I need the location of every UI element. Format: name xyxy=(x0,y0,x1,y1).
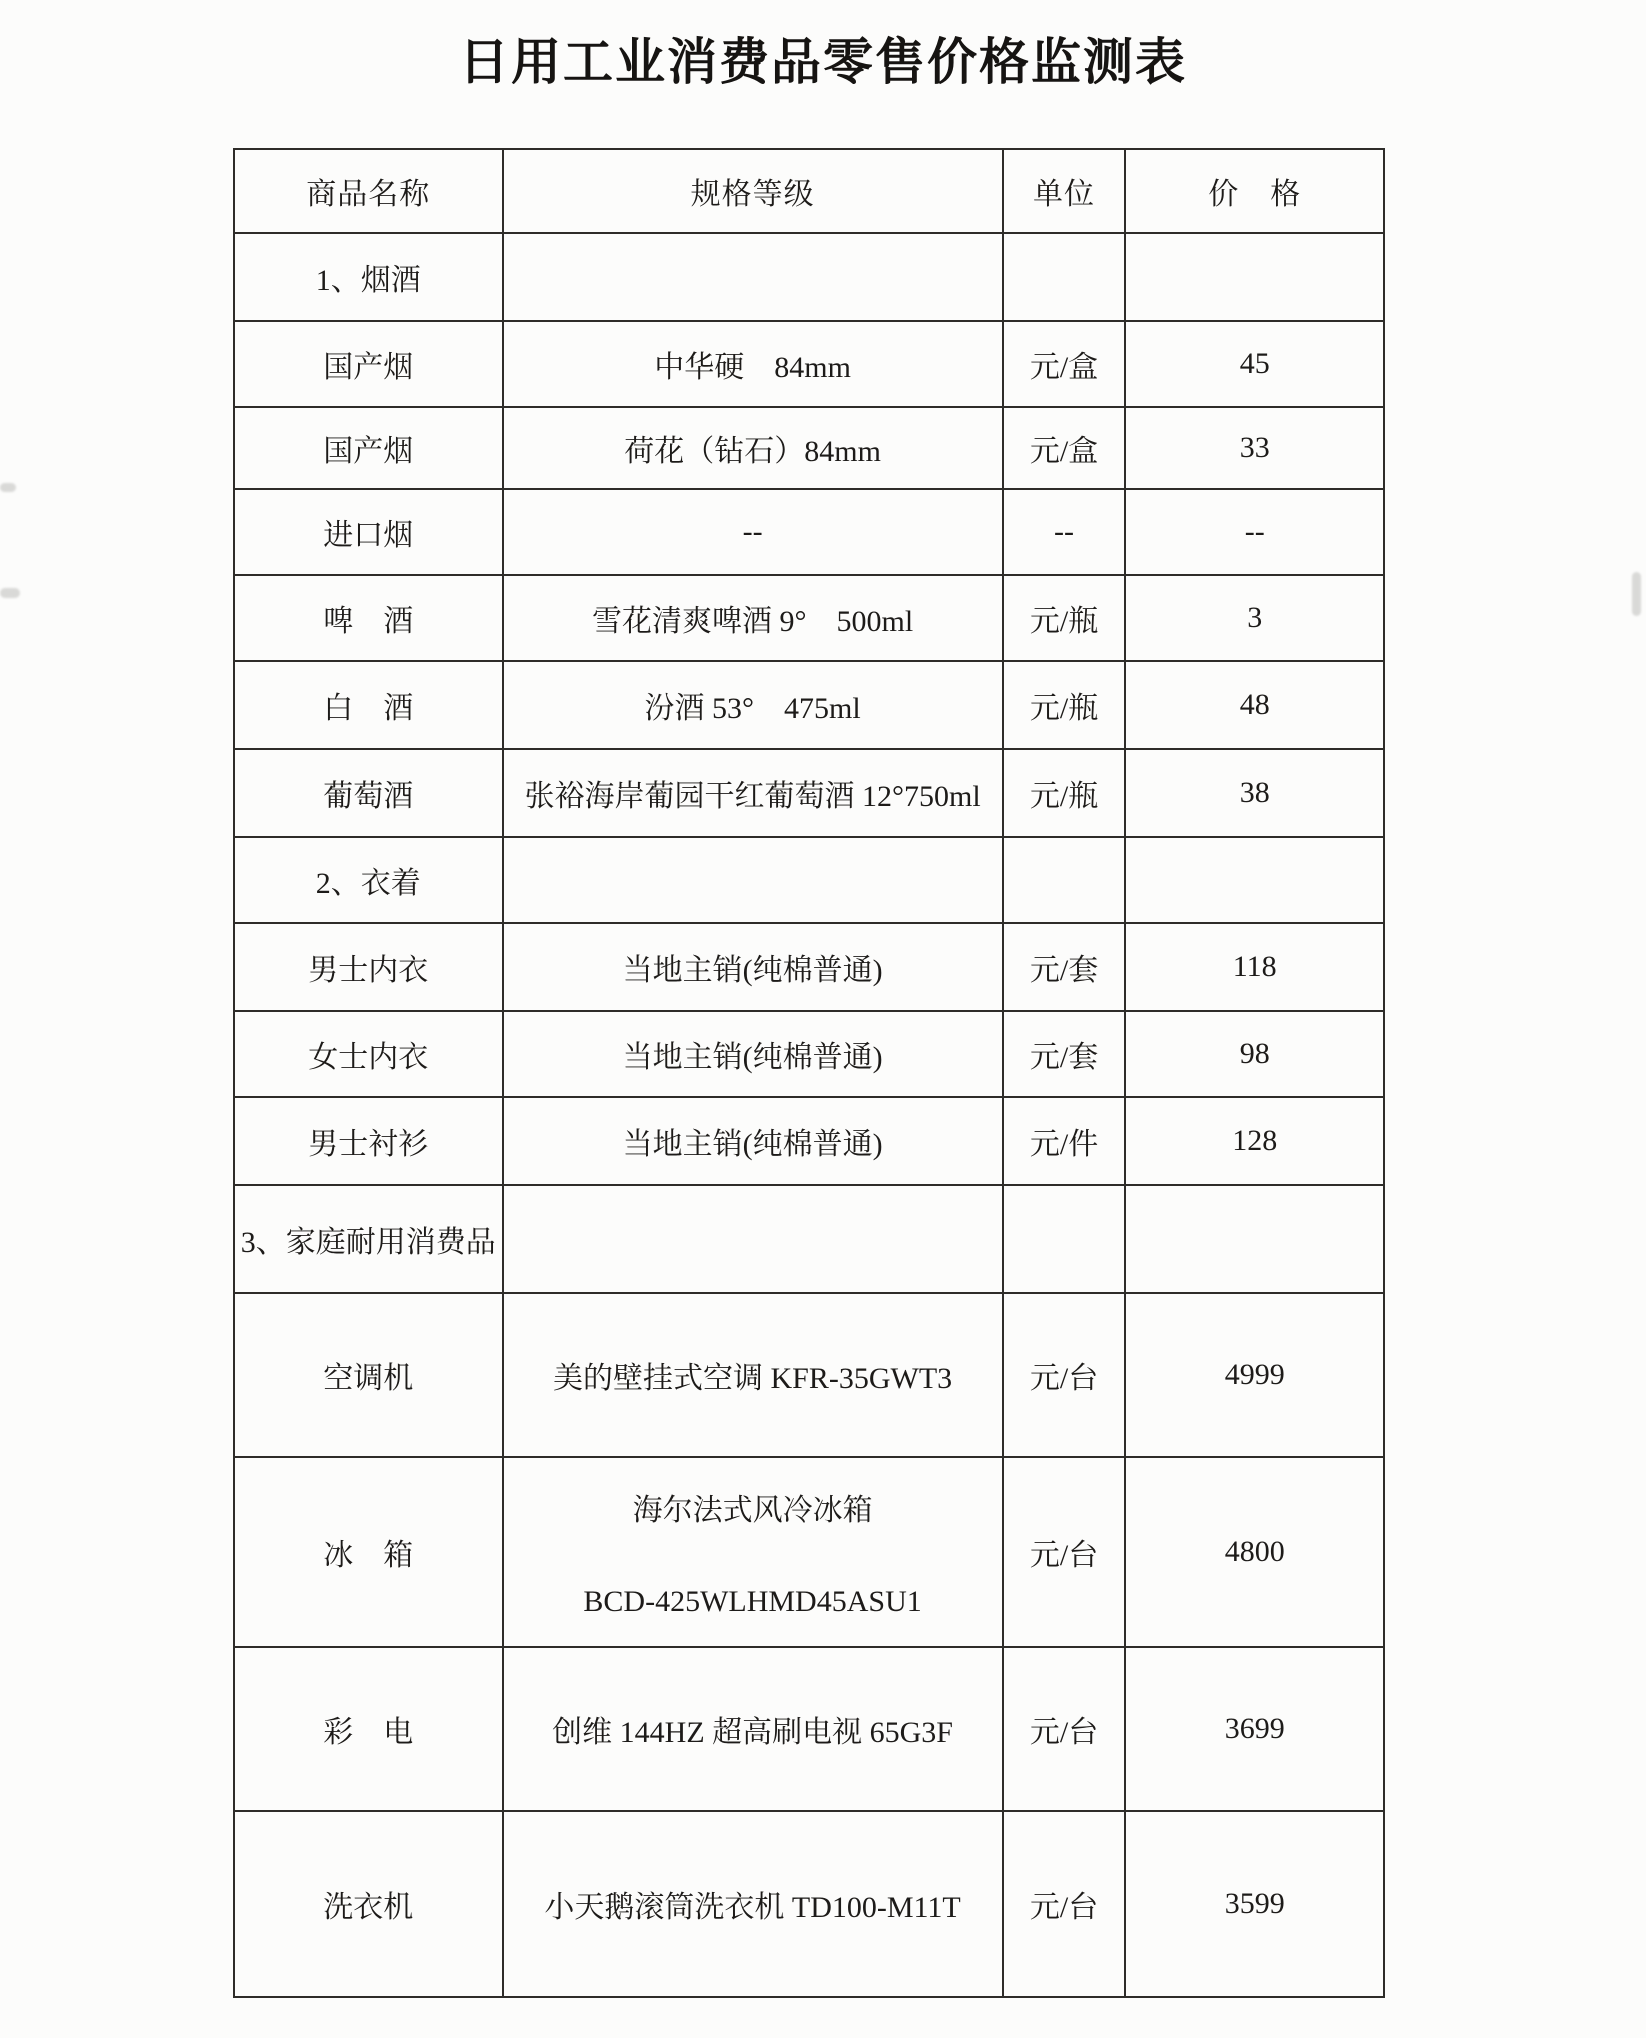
product-name-cell: 葡萄酒 xyxy=(234,749,503,837)
unit-cell: 元/盒 xyxy=(1003,407,1126,489)
table-row xyxy=(234,1457,1384,1647)
col-header-product-name: 商品名称 xyxy=(234,149,503,233)
price-cell xyxy=(1125,1185,1384,1293)
section-label-cell: 1、烟酒 xyxy=(234,233,503,321)
table-row xyxy=(234,489,1384,575)
spec-cell: 当地主销(纯棉普通) xyxy=(503,923,1003,1011)
unit-cell: 元/台 xyxy=(1003,1811,1126,1997)
unit-cell: 元/盒 xyxy=(1003,321,1126,407)
col-header-unit: 单位 xyxy=(1003,149,1126,233)
scan-artifact xyxy=(0,588,20,598)
product-name-cell: 白 酒 xyxy=(234,661,503,749)
unit-cell xyxy=(1003,837,1126,923)
unit-cell: 元/台 xyxy=(1003,1457,1126,1647)
unit-cell: 元/瓶 xyxy=(1003,749,1126,837)
product-name-cell: 冰 箱 xyxy=(234,1457,503,1647)
spec-cell: 小天鹅滚筒洗衣机 TD100-M11T xyxy=(503,1811,1003,1997)
section-label-cell: 2、衣着 xyxy=(234,837,503,923)
spec-cell: 雪花清爽啤酒 9° 500ml xyxy=(503,575,1003,661)
spec-cell: 中华硬 84mm xyxy=(503,321,1003,407)
product-name-cell: 国产烟 xyxy=(234,407,503,489)
price-cell xyxy=(1125,837,1384,923)
product-name-cell: 男士内衣 xyxy=(234,923,503,1011)
price-cell: 33 xyxy=(1125,407,1384,489)
table-row xyxy=(234,661,1384,749)
price-cell: 3599 xyxy=(1125,1811,1384,1997)
spec-cell: 当地主销(纯棉普通) xyxy=(503,1097,1003,1185)
unit-cell: 元/套 xyxy=(1003,1011,1126,1097)
price-table-body xyxy=(234,233,1384,1997)
product-name-cell: 彩 电 xyxy=(234,1647,503,1811)
table-row xyxy=(234,923,1384,1011)
unit-cell: 元/台 xyxy=(1003,1647,1126,1811)
col-header-spec-grade: 规格等级 xyxy=(503,149,1003,233)
section-row xyxy=(234,1185,1384,1293)
table-row xyxy=(234,749,1384,837)
page-title: 日用工业消费品零售价格监测表 xyxy=(459,34,1187,90)
product-name-cell: 啤 酒 xyxy=(234,575,503,661)
scan-artifact xyxy=(0,483,16,492)
spec-line-1: 海尔法式风冷冰箱 xyxy=(632,1494,873,1527)
spec-cell xyxy=(503,1457,1003,1647)
spec-cell xyxy=(503,1185,1003,1293)
price-cell xyxy=(1125,233,1384,321)
spec-cell: 创维 144HZ 超高刷电视 65G3F xyxy=(503,1647,1003,1811)
table-row xyxy=(234,1011,1384,1097)
product-name-cell: 国产烟 xyxy=(234,321,503,407)
price-cell: 118 xyxy=(1125,923,1384,1011)
product-name-cell: 男士衬衫 xyxy=(234,1097,503,1185)
unit-cell xyxy=(1003,233,1126,321)
table-row xyxy=(234,1293,1384,1457)
table-row xyxy=(234,575,1384,661)
price-cell: 38 xyxy=(1125,749,1384,837)
table-row xyxy=(234,321,1384,407)
header-row xyxy=(234,149,1384,233)
unit-cell: 元/台 xyxy=(1003,1293,1126,1457)
unit-cell: -- xyxy=(1003,489,1126,575)
price-cell: -- xyxy=(1125,489,1384,575)
spec-cell: 汾酒 53° 475ml xyxy=(503,661,1003,749)
table-row xyxy=(234,1097,1384,1185)
product-name-cell: 进口烟 xyxy=(234,489,503,575)
unit-cell xyxy=(1003,1185,1126,1293)
price-cell: 4800 xyxy=(1125,1457,1384,1647)
price-cell: 98 xyxy=(1125,1011,1384,1097)
unit-cell: 元/瓶 xyxy=(1003,661,1126,749)
price-cell: 3 xyxy=(1125,575,1384,661)
unit-cell: 元/件 xyxy=(1003,1097,1126,1185)
spec-line-2: BCD-425WLHMD45ASU1 xyxy=(583,1585,922,1618)
price-cell: 4999 xyxy=(1125,1293,1384,1457)
col-header-price: 价 格 xyxy=(1125,149,1384,233)
spec-cell: 张裕海岸葡园干红葡萄酒 12°750ml xyxy=(503,749,1003,837)
unit-cell: 元/套 xyxy=(1003,923,1126,1011)
product-name-cell: 洗衣机 xyxy=(234,1811,503,1997)
spec-cell: 当地主销(纯棉普通) xyxy=(503,1011,1003,1097)
table-row xyxy=(234,407,1384,489)
scan-artifact xyxy=(1632,572,1641,616)
product-name-cell: 空调机 xyxy=(234,1293,503,1457)
section-row xyxy=(234,837,1384,923)
price-cell: 48 xyxy=(1125,661,1384,749)
price-cell: 3699 xyxy=(1125,1647,1384,1811)
price-cell: 128 xyxy=(1125,1097,1384,1185)
unit-cell: 元/瓶 xyxy=(1003,575,1126,661)
price-table xyxy=(233,148,1385,1998)
spec-cell: 美的壁挂式空调 KFR-35GWT3 xyxy=(503,1293,1003,1457)
price-cell: 45 xyxy=(1125,321,1384,407)
product-name-cell: 女士内衣 xyxy=(234,1011,503,1097)
spec-cell: -- xyxy=(503,489,1003,575)
table-row xyxy=(234,1647,1384,1811)
spec-cell xyxy=(503,837,1003,923)
spec-cell xyxy=(503,233,1003,321)
table-row xyxy=(234,1811,1384,1997)
spec-cell: 荷花（钻石）84mm xyxy=(503,407,1003,489)
section-label-cell: 3、家庭耐用消费品 xyxy=(234,1185,503,1293)
section-row xyxy=(234,233,1384,321)
